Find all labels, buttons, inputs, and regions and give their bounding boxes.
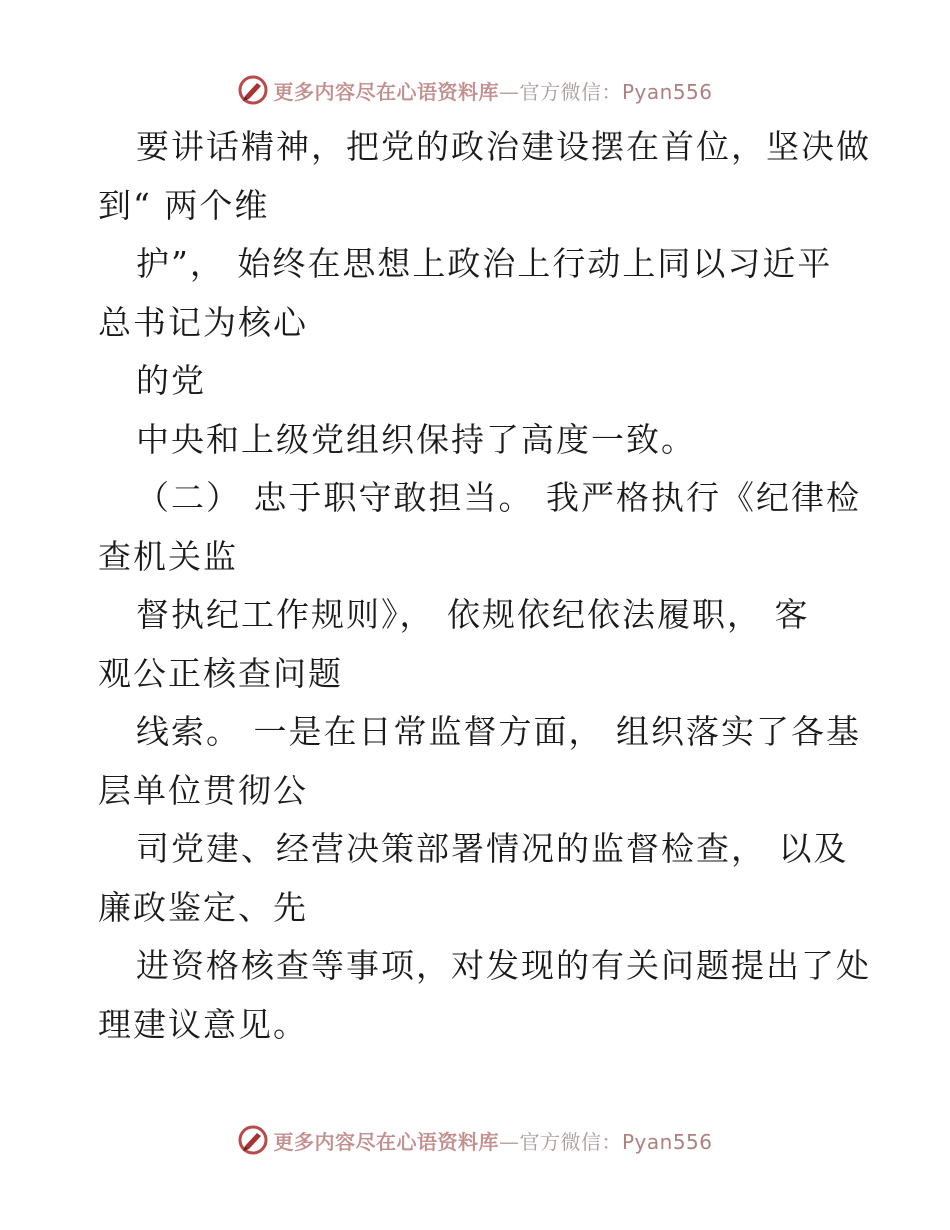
text-line: 总书记为核心 (98, 302, 308, 342)
watermark-group (237, 1124, 712, 1156)
text-line: 督执纪工作规则》， 依规依纪依法履职， 客 (136, 595, 810, 634)
text-line: 要讲话精神，把党的政治建设摆在首位，坚决做 (136, 127, 871, 166)
text-line: 中央和上级党组织保持了高度一致。 (136, 419, 696, 459)
watermark-text (273, 1126, 712, 1155)
watermark-text (273, 76, 712, 105)
document-body (98, 118, 871, 1054)
text-line: 进资格核查等事项，对发现的有关问题提出了处 (136, 946, 871, 985)
text-line: （二） 忠于职守敢担当。 我严格执行《纪律检 (136, 478, 861, 517)
header-watermark (0, 72, 950, 108)
footer-watermark (0, 1122, 950, 1158)
text-line: 线索。 一是在日常监督方面， 组织落实了各基 (136, 712, 861, 751)
text-line: 护”， 始终在思想上政治上行动上同以习近平 (136, 244, 833, 283)
watermark-wechat-id: Pyan556 (621, 1129, 713, 1154)
pen-logo-icon (237, 1124, 269, 1156)
text-line: 查机关监 (98, 536, 238, 576)
watermark-brand: 更多内容尽在心语资料库 (273, 79, 499, 104)
watermark-wechat-id: Pyan556 (621, 79, 713, 104)
text-line: 理建议意见。 (98, 1004, 308, 1044)
text-line: 观公正核查问题 (98, 653, 343, 693)
pen-logo-icon (237, 74, 269, 106)
text-line: 司党建、经营决策部署情况的监督检查， 以及 (136, 829, 849, 868)
watermark-group (237, 74, 712, 106)
text-line: 的党 (136, 361, 206, 400)
text-line: 廉政鉴定、先 (98, 887, 308, 927)
watermark-wechat-label: 官方微信： (519, 79, 622, 104)
text-line: 层单位贯彻公 (98, 770, 308, 810)
text-line: 到“ 两个维 (98, 185, 270, 225)
watermark-separator: — (498, 1129, 520, 1154)
watermark-separator: — (498, 79, 520, 104)
watermark-brand: 更多内容尽在心语资料库 (273, 1129, 499, 1154)
watermark-wechat-label: 官方微信： (519, 1129, 622, 1154)
